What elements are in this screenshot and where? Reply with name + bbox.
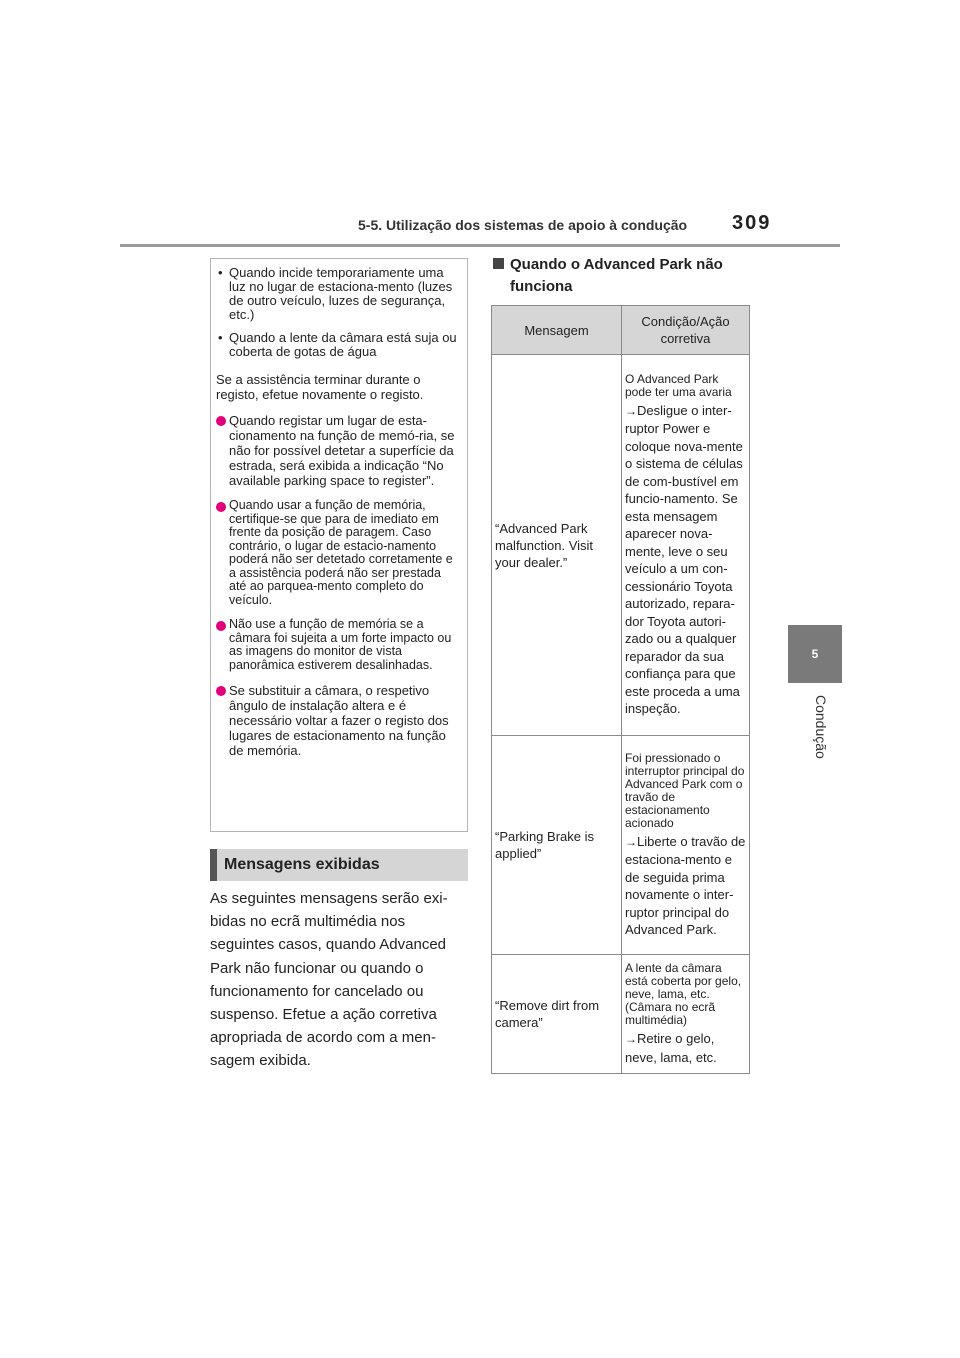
table-header-row [492,306,750,355]
table-row [492,955,750,1074]
heading-text-1: Quando o Advanced Park não [510,256,723,273]
action-line [625,1030,746,1066]
column-header-condition: Condição/Ação corretiva [622,306,750,355]
section-heading: Mensagens exibidas [210,849,468,881]
message-cell: “Remove dirt from camera” [492,955,622,1074]
pink-dot-icon [216,416,226,426]
table-row [492,736,750,955]
note-item [216,499,461,607]
pink-dot-icon [216,621,226,631]
condition-text: A lente da câmara está coberta por gelo, neve, lama, etc. (Câmara no ecrã multimédia) [625,961,742,1027]
action-line [625,402,746,718]
arrow-right-icon: → [625,834,637,849]
arrow-right-icon: → [625,1032,637,1046]
action-text: Desligue o inter-ruptor Power e coloque nova-mente o sistema de células de com-bustível em funcio-namento. Se esta mensagem aparecer nova-mente, leve o seu veículo a um con-cessionário Toyota autorizado, repara-dor Toyota autori-zado ou a qualquer reparador da sua confiança para que este proceda a uma inspeção. [625,402,743,716]
heading-line-2: funciona [510,278,573,295]
square-bullet-icon [493,258,504,269]
message-cell: “Parking Brake is applied” [492,736,622,955]
note-item [216,683,461,758]
notes-box [210,258,468,832]
note-item-text: Quando usar a função de memória, certifique-se que para de imediato em frente da posição de paragem. Caso contrário, o lugar de estacio-namento poderá não ser detetado corretamente e a assistência poderá não ser prestada até ao parquea-mento completo do veículo. [229,498,453,607]
note-paragraph: Se a assistência terminar durante o registo, efetue novamente o registo. [216,372,424,402]
header-title: 5-5. Utilização dos sistemas de apoio à condução [358,217,688,233]
note-item-text: Não use a função de memória se a câmara foi sujeita a um forte impacto ou as imagens do monitor de vista panorâmica estiverem desalinhadas. [229,617,452,672]
action-line [625,833,746,939]
note-bullet: • Quando incide temporariamente uma luz no lugar de estaciona-mento (luzes de outro veículo, luzes de segurança, etc.) [216,266,461,322]
note-item-text: Se substituir a câmara, o respetivo ângulo de instalação altera e é necessário voltar a fazer o registo dos lugares de estacionamento na função de memória. [229,683,449,758]
arrow-right-icon: → [625,403,637,418]
note-item [216,413,461,488]
chapter-tab: 5 [788,625,842,683]
messages-table [491,305,750,1074]
column-header-message: Mensagem [492,306,622,355]
pink-dot-icon [216,502,226,512]
condition-cell [622,355,750,736]
note-item [216,618,461,672]
action-text: Liberte o travão de estaciona-mento e de seguida prima novamente o inter-ruptor principal do Advanced Park. [625,833,746,937]
note-item-text: Quando registar um lugar de esta-cionamento na função de memó-ria, se não for possível detetar a superfície da estrada, será exibida a indicação “No available parking space to register”. [229,413,455,488]
message-cell: “Advanced Park malfunction. Visit your dealer.” [492,355,622,736]
condition-text: Foi pressionado o interruptor principal do Advanced Park com o travão de estacionamento acionado [625,750,745,830]
table-row [492,355,750,736]
chapter-label: Condução [813,695,829,759]
condition-text: O Advanced Park pode ter uma avaria [625,371,732,399]
condition-cell [622,736,750,955]
note-bullet: • Quando a lente da câmara está suja ou coberta de gotas de água [216,331,461,359]
subsection-heading [493,254,753,298]
section-intro: As seguintes mensagens serão exi-bidas no ecrã multimédia nos seguintes casos, quando Advanced Park não funcionar ou quando o funcionamento for cancelado ou suspenso. Efetue a ação corretiva apropriada de acordo com a men-sagem exibida. [210,890,448,1070]
pink-dot-icon [216,686,226,696]
page-number: 309 [732,212,772,234]
header-rule [120,244,840,247]
action-text: Retire o gelo, neve, lama, etc. [625,1031,717,1065]
condition-cell [622,955,750,1074]
heading-line-1 [493,254,753,276]
